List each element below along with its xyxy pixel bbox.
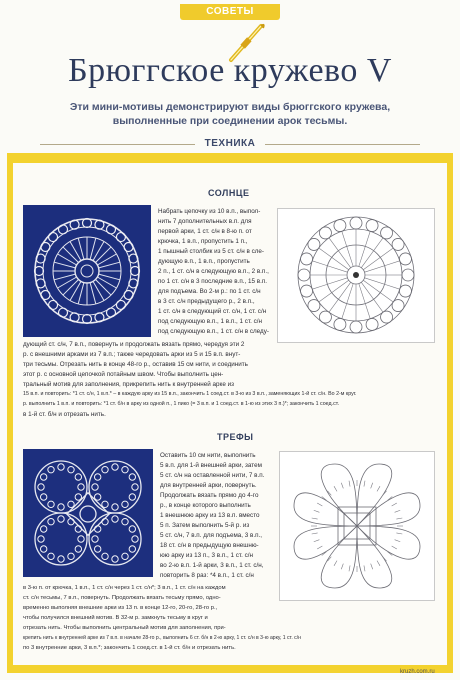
text-line: 5 ст. с/н на оставленной нити, 7 в.п. xyxy=(160,472,265,479)
crochet-diagram-sun xyxy=(277,208,435,343)
text-line: крючка, 1 в.п., пропустить 1 п., xyxy=(158,238,248,245)
text-line: р., в конце которого выполнить xyxy=(160,502,251,509)
text-line: тральный мотив для заполнения, прикрепить нить к внутренней арке из xyxy=(23,381,235,388)
text-line: три тесьмы. Отрезать нить в конце 48-го р., оставив 15 см нити, и соединить xyxy=(23,361,248,368)
text-line: 1 ст. с/н в следующий ст. с/н, 1 ст. с/н xyxy=(158,308,267,315)
text-line: в 3-ю п. от крючка, 1 в.п., 1 ст. с/н через 1 ст. с/н*; 3 в.п., 1 ст. с/н на каждом xyxy=(23,585,226,591)
motif-heading: ТРЕФЫ xyxy=(217,432,254,442)
text-line: р. с внешними арками из 7 в.п.; также чередовать арки из 5 и 15 в.п. внут- xyxy=(23,351,241,358)
text-line: Оставить 10 см нити, выполнить xyxy=(160,452,256,459)
text-line: в 3 ст. с/н предыдущего р., 2 в.п., xyxy=(158,298,255,305)
text-line: 15 в.п. и повторить: *1 ст. с/н, 1 в.п.* – в каждую арку из 15 в.п., закончить 1 соед.ст. в 3-ю из 3 в.п., заменяющих 1-й ст. с/н. Во 2-м круг. xyxy=(23,391,357,397)
text-line: Набрать цепочку из 10 в.п., выпол- xyxy=(158,208,261,215)
text-line: юю арку из 13 п., 3 в.п., 1 ст. с/н xyxy=(160,552,253,559)
text-line: 2 п., 1 ст. с/н в следующую в.п., 2 в.п., xyxy=(158,268,269,275)
motif-heading: СОЛНЦЕ xyxy=(208,188,250,198)
header-tab-area xyxy=(0,0,460,40)
lace-photo-clover xyxy=(23,449,153,577)
watermark: kruzh.com.ru xyxy=(400,669,435,675)
text-line: нить 7 дополнительных в.п. для xyxy=(158,218,252,225)
text-line: дующую в.п., 1 в.п., пропустить xyxy=(158,258,250,265)
text-line: повторить 8 раз: *4 в.п., 1 ст. с/н xyxy=(160,572,254,579)
text-line: под следующую в.п., 1 ст. с/н в следу- xyxy=(158,328,269,335)
text-line: Продолжать вязать прямо до 4-го xyxy=(160,492,259,499)
text-line: по 1 ст. с/н в 3 последние в.п., 15 в.п. xyxy=(158,278,267,285)
text-line: 5 ст. с/н, 7 в.п. для подъема, 3 в.п., xyxy=(160,532,263,539)
text-line: в 1-й ст. б/н и отрезать нить. xyxy=(23,411,106,418)
text-line: 1 пышный столбик из 5 ст. с/н в сле- xyxy=(158,248,265,255)
text-line: 1 внешнюю арку из 13 в.п. вместо xyxy=(160,512,260,519)
text-line: р. выполнить 1 в.п. и повторить: *1 ст. б/н в арку из одной п., 1 пико (= 3 в.п. и 1 соед.ст. в 1-ю из этих 3 п.)*; закончить 1 соед.ст. xyxy=(23,401,340,407)
page-subtitle: Эти мини-мотивы демонстрируют виды брюггского кружева, выполненные при соединении арок тесьмы. xyxy=(69,101,391,127)
text-line: 5 в.п. для 1-й внешней арки, затем xyxy=(160,462,262,469)
text-line: 5 п. Затем выполнить 5-й р. из xyxy=(160,522,250,529)
text-line: во 2-ю в.п. 1-й арки, 3 в.п., 1 ст. с/н, xyxy=(160,562,264,569)
text-line: ст. с/н тесьмы, 7 в.п., повернуть. Продолжать вязать тесьму прямо, одно- xyxy=(23,595,221,601)
text-line: крепить нить к внутренней арке из 7 в.п. в начале 28-го р., выполнить 6 ст. б/н в 2-ю арку, 1 ст. с/н в 3-ю арку, 1 ст. с/н xyxy=(23,635,301,641)
page-title: Брюггское кружево V xyxy=(68,52,392,89)
section-heading: ТЕХНИКА xyxy=(204,138,256,149)
text-line: под следующую в.п., 1 в.п., 1 ст. с/н xyxy=(158,318,263,325)
text-line: для внутренней арки, повернуть. xyxy=(160,482,257,489)
text-line: дующий ст. с/н, 7 в.п., повернуть и продолжать вязать прямо, чередуя эти 2 xyxy=(23,341,245,348)
crochet-diagram-clover xyxy=(279,451,435,601)
text-line: 18 ст. с/н в предыдущую внешню- xyxy=(160,542,259,549)
section-tab: СОВЕТЫ xyxy=(180,4,280,20)
text-line: первой арки, 1 ст. с/н в 8-ю п. от xyxy=(158,228,252,235)
text-line: временно выполняя внешние арки из 13 п. в конце 12-го, 20-го, 28-го р., xyxy=(23,605,218,611)
text-line: чтобы получился внешний мотив. В 32-м р. замкнуть тесьму в круг и xyxy=(23,615,208,621)
lace-photo-sun xyxy=(23,205,151,337)
divider-right xyxy=(265,144,420,145)
text-line: по 3 внутренние арки, 3 в.п.*; закончить 1 соед.ст. в 1-й ст. б/н и отрезать нить. xyxy=(23,645,236,651)
text-line: отрезать нить. Чтобы выполнить центральный мотив для заполнения, при- xyxy=(23,625,226,631)
text-line: этот р. с основной цепочкой потайным швом. Чтобы выполнить цен- xyxy=(23,371,224,378)
text-line: для подъема. Во 2-м р.: по 1 ст. с/н xyxy=(158,288,261,295)
